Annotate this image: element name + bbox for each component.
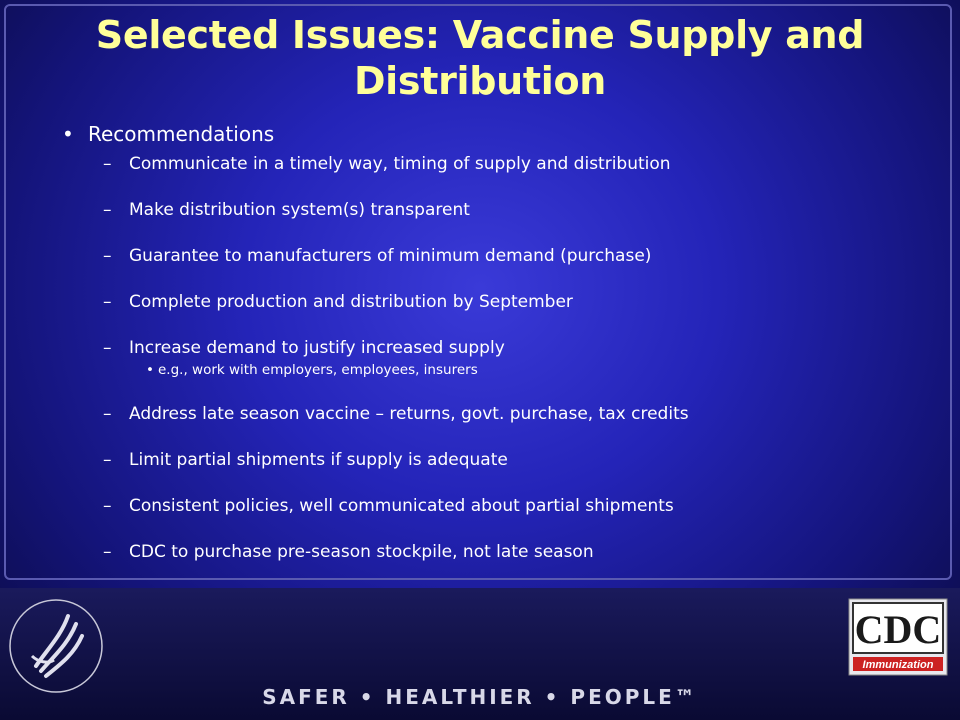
dash-icon: – (103, 496, 112, 516)
recommendations-heading: Recommendations (88, 122, 275, 146)
cdc-logo-icon (848, 598, 948, 676)
svg-text:Immunization: Immunization (862, 659, 934, 671)
list-item-text: Address late season vaccine – returns, govt. purchase, tax credits (129, 404, 689, 424)
list-item (103, 403, 689, 425)
list-item-text: Limit partial shipments if supply is adequate (129, 450, 508, 470)
dash-icon: – (103, 154, 112, 174)
sub-list-item-text: e.g., work with employers, employees, insurers (158, 362, 478, 378)
list-item (103, 291, 573, 313)
slide-title: Selected Issues: Vaccine Supply and Distribution (95, 13, 865, 103)
list-item-text: Communicate in a timely way, timing of supply and distribution (129, 154, 671, 174)
list-item-text: Complete production and distribution by September (129, 292, 573, 312)
list-item (103, 337, 505, 359)
dash-icon: – (103, 292, 112, 312)
dash-icon: – (103, 450, 112, 470)
dash-icon: – (103, 200, 112, 220)
list-item (103, 449, 508, 471)
list-item-text: CDC to purchase pre-season stockpile, not late season (129, 542, 594, 562)
list-item (103, 245, 651, 267)
sub-list-item (146, 361, 478, 379)
hhs-seal-icon (6, 596, 106, 696)
list-item (103, 153, 671, 175)
bullet-recommendations (62, 121, 274, 147)
list-item-text: Guarantee to manufacturers of minimum demand (purchase) (129, 246, 652, 266)
bullet-icon: • (62, 122, 74, 146)
list-item-text: Make distribution system(s) transparent (129, 200, 470, 220)
dash-icon: – (103, 246, 112, 266)
dash-icon: – (103, 338, 112, 358)
list-item (103, 199, 470, 221)
dash-icon: – (103, 542, 112, 562)
list-item-text: Increase demand to justify increased supply (129, 338, 505, 358)
dash-icon: – (103, 404, 112, 424)
list-item-text: Consistent policies, well communicated about partial shipments (129, 496, 674, 516)
svg-text:CDC: CDC (854, 607, 942, 652)
footer-tagline: SAFER • HEALTHIER • PEOPLE™ (262, 685, 698, 709)
bullet-icon: • (146, 362, 154, 378)
list-item (103, 495, 674, 517)
list-item (103, 541, 594, 563)
